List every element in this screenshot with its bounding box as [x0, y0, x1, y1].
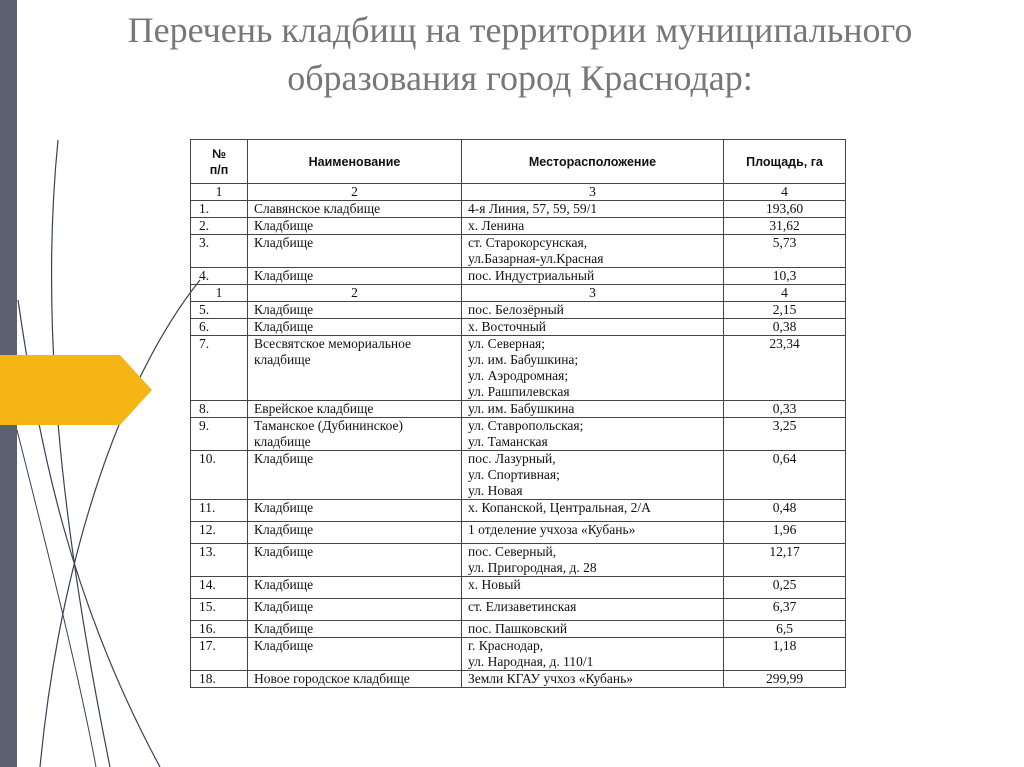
cemetery-table-container	[190, 139, 845, 688]
row-location-cell	[462, 218, 724, 235]
row-area-cell-text: 1,96	[772, 522, 797, 537]
table-row	[191, 268, 846, 285]
row-location-cell-text: пос. Белозёрный	[468, 302, 564, 317]
table-row	[191, 638, 846, 671]
row-name-cell-text: Таманское (Дубининское)	[254, 418, 404, 433]
row-index-cell-text: 9.	[199, 418, 210, 433]
row-name-cell-text: Кладбище	[254, 522, 314, 537]
numbering-cell: 3	[462, 184, 724, 201]
header-location: Месторасположение	[462, 140, 724, 184]
row-area-cell-text: 10,3	[772, 268, 797, 283]
row-index-cell	[191, 599, 248, 621]
row-index-cell-text: 5.	[199, 302, 210, 317]
row-name-cell-text: Славянское кладбище	[254, 201, 381, 216]
row-area-cell	[724, 671, 846, 688]
row-name-cell	[248, 621, 462, 638]
row-name-cell	[248, 418, 462, 451]
row-area-cell	[724, 201, 846, 218]
row-index-cell	[191, 336, 248, 401]
row-name-cell	[248, 638, 462, 671]
table-row	[191, 319, 846, 336]
row-location-cell	[462, 418, 724, 451]
row-name-cell-text: Кладбище	[254, 621, 314, 636]
row-name-cell	[248, 522, 462, 544]
row-name-cell	[248, 500, 462, 522]
row-name-cell-text: Кладбище	[254, 599, 314, 614]
row-index-cell-text: 1.	[199, 201, 210, 216]
row-location-cell-text: г. Краснодар,	[468, 638, 544, 653]
row-location-cell-text: х. Новый	[468, 577, 521, 592]
table-row	[191, 544, 846, 577]
row-name-cell	[248, 201, 462, 218]
row-index-cell	[191, 418, 248, 451]
row-area-cell-text: 23,34	[769, 336, 800, 351]
row-location-cell-text: Земли КГАУ учхоз «Кубань»	[468, 671, 634, 686]
row-area-cell	[724, 302, 846, 319]
header-name: Наименование	[248, 140, 462, 184]
table-header-row	[191, 140, 846, 184]
row-index-cell-text: 16.	[199, 621, 216, 636]
row-name-cell-text: Кладбище	[254, 544, 314, 559]
row-name-cell	[248, 218, 462, 235]
row-location-cell	[462, 268, 724, 285]
table-row	[191, 671, 846, 688]
table-row	[191, 577, 846, 599]
row-index-cell	[191, 401, 248, 418]
row-index-cell	[191, 544, 248, 577]
row-name-cell	[248, 235, 462, 268]
row-location-cell-text: ул. им. Бабушкина;	[468, 352, 579, 367]
row-location-cell-text: ул.Базарная-ул.Красная	[468, 251, 604, 266]
row-location-cell-text: ул. им. Бабушкина	[468, 401, 575, 416]
row-location-cell	[462, 638, 724, 671]
row-index-cell	[191, 577, 248, 599]
row-area-cell	[724, 522, 846, 544]
row-area-cell-text: 6,37	[772, 599, 797, 614]
row-name-cell-text: Кладбище	[254, 319, 314, 334]
row-area-cell	[724, 621, 846, 638]
row-index-cell	[191, 671, 248, 688]
table-row	[191, 302, 846, 319]
row-area-cell	[724, 218, 846, 235]
row-area-cell-text: 0,48	[772, 500, 797, 515]
numbering-cell: 1	[191, 285, 248, 302]
row-area-cell	[724, 577, 846, 599]
table-row	[191, 235, 846, 268]
row-location-cell-text: х. Копанской, Центральная, 2/А	[468, 500, 651, 515]
table-row	[191, 201, 846, 218]
numbering-cell: 3	[462, 285, 724, 302]
row-name-cell	[248, 268, 462, 285]
table-row	[191, 500, 846, 522]
accent-arrow-icon	[0, 355, 152, 425]
row-index-cell-text: 13.	[199, 544, 216, 559]
cemetery-table	[190, 139, 846, 688]
row-area-cell-text: 1,18	[772, 638, 797, 653]
row-location-cell	[462, 500, 724, 522]
row-name-cell-text: Кладбище	[254, 638, 314, 653]
row-index-cell	[191, 201, 248, 218]
row-location-cell-text: ул. Спортивная;	[468, 467, 560, 482]
column-numbering-row	[191, 184, 846, 201]
row-location-cell	[462, 522, 724, 544]
row-name-cell-text: Кладбище	[254, 451, 314, 466]
row-index-cell-text: 10.	[199, 451, 216, 466]
row-index-cell	[191, 621, 248, 638]
row-name-cell	[248, 671, 462, 688]
row-name-cell	[248, 577, 462, 599]
row-index-cell	[191, 451, 248, 500]
row-name-cell-text: Новое городское кладбище	[254, 671, 410, 686]
row-index-cell-text: 2.	[199, 218, 210, 233]
row-area-cell-text: 2,15	[772, 302, 797, 317]
row-index-cell-text: 3.	[199, 235, 210, 250]
row-location-cell	[462, 235, 724, 268]
row-location-cell-text: ул. Пригородная, д. 28	[468, 560, 597, 575]
row-area-cell	[724, 268, 846, 285]
row-area-cell-text: 5,73	[772, 235, 797, 250]
column-numbering-row	[191, 285, 846, 302]
row-name-cell	[248, 302, 462, 319]
row-area-cell	[724, 544, 846, 577]
title-line-1: Перечень кладбищ на территории муниципального	[127, 10, 913, 50]
row-location-cell	[462, 302, 724, 319]
row-location-cell	[462, 577, 724, 599]
row-location-cell-text: пос. Пашковский	[468, 621, 568, 636]
row-index-cell	[191, 302, 248, 319]
row-location-cell	[462, 401, 724, 418]
row-location-cell	[462, 201, 724, 218]
row-location-cell	[462, 671, 724, 688]
row-location-cell-text: ул. Таманская	[468, 434, 548, 449]
row-name-cell	[248, 544, 462, 577]
row-location-cell-text: 4-я Линия, 57, 59, 59/1	[468, 201, 598, 216]
header-index: № п/п	[191, 140, 248, 184]
row-area-cell	[724, 500, 846, 522]
row-index-cell	[191, 268, 248, 285]
row-location-cell-text: ул. Ставропольская;	[468, 418, 584, 433]
row-index-cell-text: 4.	[199, 268, 210, 283]
row-index-cell-text: 8.	[199, 401, 210, 416]
row-index-cell	[191, 500, 248, 522]
row-name-cell	[248, 451, 462, 500]
numbering-cell: 2	[248, 285, 462, 302]
row-area-cell-text: 3,25	[772, 418, 797, 433]
row-location-cell-text: х. Восточный	[468, 319, 547, 334]
table-row	[191, 336, 846, 401]
row-area-cell-text: 0,38	[772, 319, 797, 334]
row-name-cell-text: Кладбище	[254, 500, 314, 515]
row-location-cell-text: ул. Северная;	[468, 336, 546, 351]
row-location-cell-text: ст. Старокорсунская,	[468, 235, 588, 250]
row-location-cell	[462, 599, 724, 621]
row-location-cell	[462, 544, 724, 577]
row-location-cell	[462, 621, 724, 638]
title-line-2: образования город Краснодар:	[287, 58, 753, 98]
row-area-cell-text: 0,33	[772, 401, 797, 416]
row-name-cell	[248, 599, 462, 621]
row-location-cell-text: 1 отделение учхоза «Кубань»	[468, 522, 636, 537]
table-row	[191, 522, 846, 544]
row-area-cell	[724, 319, 846, 336]
row-location-cell	[462, 451, 724, 500]
row-area-cell-text: 193,60	[765, 201, 804, 216]
row-area-cell	[724, 418, 846, 451]
table-row	[191, 621, 846, 638]
row-location-cell-text: пос. Лазурный,	[468, 451, 556, 466]
row-name-cell-text: Кладбище	[254, 218, 314, 233]
row-name-cell-text: кладбище	[254, 434, 311, 449]
row-location-cell	[462, 319, 724, 336]
row-area-cell-text: 299,99	[765, 671, 804, 686]
table-row	[191, 218, 846, 235]
row-area-cell	[724, 599, 846, 621]
row-index-cell-text: 11.	[199, 500, 216, 515]
row-location-cell-text: ст. Елизаветинская	[468, 599, 577, 614]
row-name-cell-text: Кладбище	[254, 235, 314, 250]
row-location-cell	[462, 336, 724, 401]
header-area: Площадь, га	[724, 140, 846, 184]
row-area-cell-text: 0,25	[772, 577, 797, 592]
row-area-cell	[724, 638, 846, 671]
numbering-cell: 2	[248, 184, 462, 201]
table-row	[191, 451, 846, 500]
table-row	[191, 401, 846, 418]
row-location-cell-text: пос. Северный,	[468, 544, 557, 559]
table-body	[191, 201, 846, 688]
row-name-cell	[248, 319, 462, 336]
numbering-cell: 4	[724, 184, 846, 201]
row-index-cell-text: 7.	[199, 336, 210, 351]
row-location-cell-text: ул. Народная, д. 110/1	[468, 654, 594, 669]
row-name-cell-text: Кладбище	[254, 268, 314, 283]
row-index-cell	[191, 235, 248, 268]
row-area-cell-text: 0,64	[772, 451, 797, 466]
row-index-cell-text: 17.	[199, 638, 216, 653]
row-area-cell	[724, 451, 846, 500]
row-index-cell-text: 18.	[199, 671, 216, 686]
page-title	[60, 6, 980, 102]
row-index-cell	[191, 522, 248, 544]
row-name-cell	[248, 336, 462, 401]
row-area-cell	[724, 336, 846, 401]
row-area-cell-text: 12,17	[769, 544, 800, 559]
row-area-cell	[724, 235, 846, 268]
row-location-cell-text: пос. Индустриальный	[468, 268, 595, 283]
row-index-cell	[191, 638, 248, 671]
row-index-cell-text: 15.	[199, 599, 216, 614]
row-location-cell-text: ул. Новая	[468, 483, 523, 498]
table-row	[191, 599, 846, 621]
numbering-cell: 4	[724, 285, 846, 302]
row-location-cell-text: ул. Аэродромная;	[468, 368, 569, 383]
row-location-cell-text: ул. Рашпилевская	[468, 384, 570, 399]
row-index-cell	[191, 319, 248, 336]
row-area-cell	[724, 401, 846, 418]
row-index-cell-text: 14.	[199, 577, 216, 592]
row-area-cell-text: 6,5	[776, 621, 793, 636]
row-name-cell-text: Еврейское кладбище	[254, 401, 374, 416]
row-name-cell-text: Кладбище	[254, 577, 314, 592]
row-index-cell-text: 6.	[199, 319, 210, 334]
numbering-cell: 1	[191, 184, 248, 201]
row-name-cell-text: Кладбище	[254, 302, 314, 317]
table-row	[191, 418, 846, 451]
row-name-cell	[248, 401, 462, 418]
row-name-cell-text: кладбище	[254, 352, 311, 367]
row-area-cell-text: 31,62	[769, 218, 800, 233]
row-name-cell-text: Всесвятское мемориальное	[254, 336, 412, 351]
row-index-cell	[191, 218, 248, 235]
row-location-cell-text: х. Ленина	[468, 218, 525, 233]
row-index-cell-text: 12.	[199, 522, 216, 537]
